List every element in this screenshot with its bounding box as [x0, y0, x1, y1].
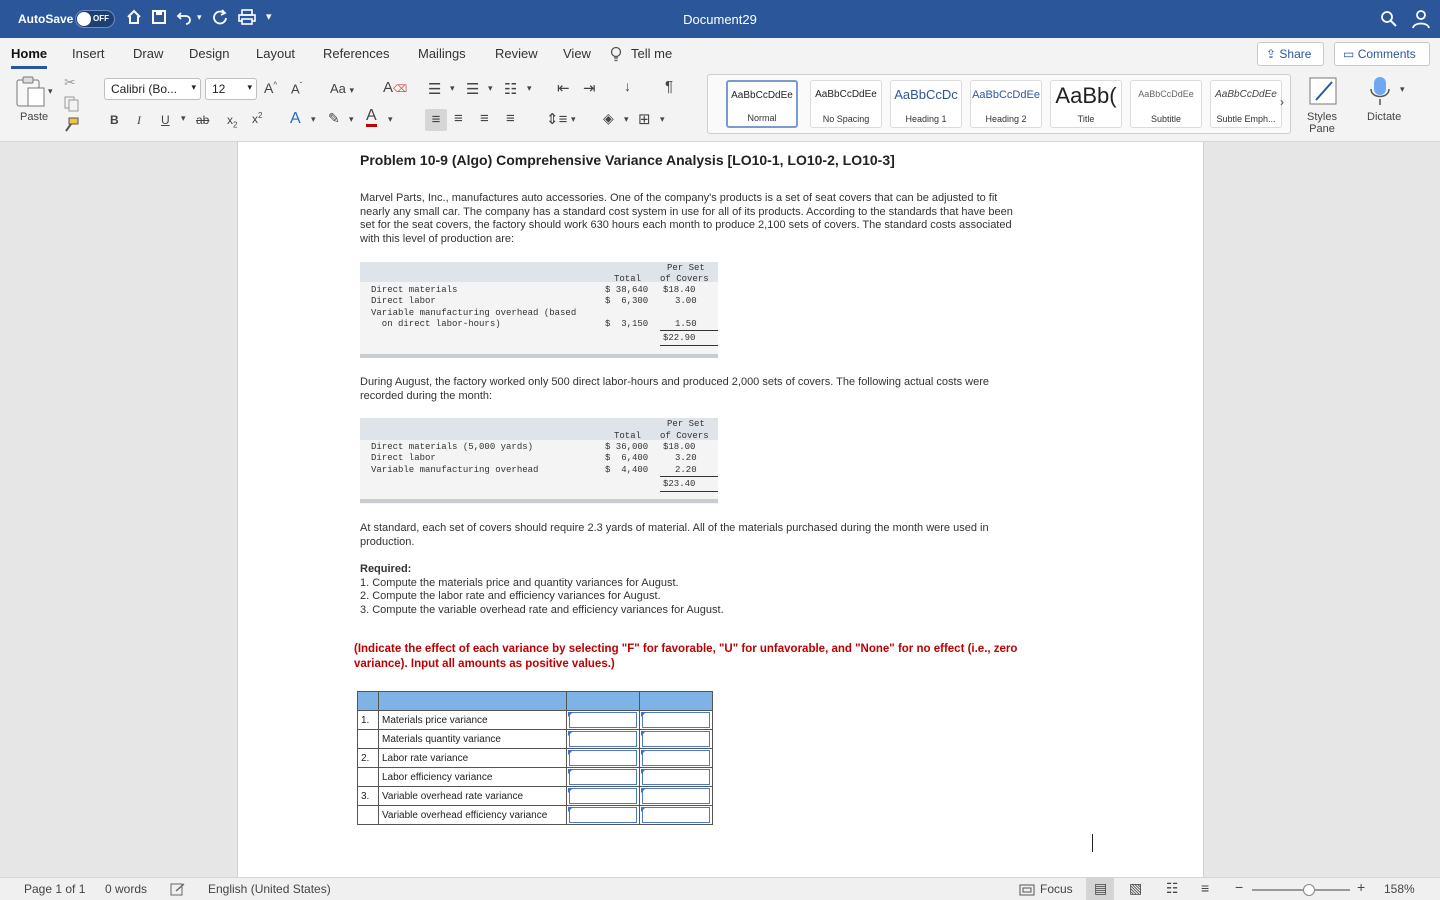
- tab-view[interactable]: View: [563, 46, 591, 61]
- subscript-icon[interactable]: $x_2$: [227, 113, 238, 130]
- tab-design[interactable]: Design: [189, 46, 230, 61]
- numbering-icon[interactable]: ☰: [466, 81, 480, 98]
- input-border: [642, 731, 710, 747]
- header-cell: [640, 692, 713, 711]
- tab-layout[interactable]: Layout: [256, 46, 296, 61]
- standard-paragraph: [360, 522, 989, 549]
- text-line: recorded during the month:: [360, 389, 493, 402]
- input-border: [642, 750, 710, 766]
- effect-select[interactable]: [640, 806, 713, 825]
- text-effects-icon[interactable]: A: [290, 110, 301, 127]
- tab-draw[interactable]: Draw: [133, 46, 164, 61]
- input-marker-icon: [641, 750, 646, 755]
- input-marker-icon: [641, 769, 646, 774]
- share-label: Share: [1279, 47, 1312, 61]
- comment-icon: ▭: [1343, 47, 1355, 61]
- style-sample: AaBbCcDdEe: [1138, 89, 1194, 99]
- header-cell: [358, 692, 379, 711]
- input-marker-icon: [568, 750, 573, 755]
- align-center-icon[interactable]: ≡: [454, 110, 463, 127]
- style-sample: AaBbCcDc: [894, 87, 958, 102]
- style-sample: AaBbCcDdEe: [972, 89, 1040, 101]
- input-marker-icon: [641, 712, 646, 717]
- styles-pane-label-line1: Styles: [1307, 111, 1337, 123]
- cut-icon[interactable]: ✂: [64, 74, 76, 90]
- line-spacing-dropdown-icon[interactable]: ▾: [571, 114, 576, 124]
- styles-pane-icon[interactable]: [1308, 76, 1338, 106]
- font-color-icon[interactable]: A: [366, 108, 377, 127]
- input-border: [569, 750, 637, 766]
- chevron-right-icon[interactable]: ›: [1280, 95, 1284, 109]
- zoom-slider-thumb[interactable]: [1303, 884, 1315, 896]
- row-number: 3.: [358, 787, 379, 806]
- style-sample: AaBbCcDdEe: [1215, 89, 1277, 100]
- bullets-icon[interactable]: ☰: [428, 81, 442, 98]
- share-icon: ⇪: [1266, 47, 1277, 61]
- row-label: Direct labor: [371, 453, 436, 463]
- row-label: Direct materials: [371, 285, 458, 295]
- table-row: [358, 711, 713, 730]
- search-icon[interactable]: [1380, 10, 1398, 28]
- text-line: with this level of production are:: [360, 232, 515, 245]
- table-bottom-band: [360, 354, 718, 358]
- language-status[interactable]: English (United States): [208, 882, 331, 896]
- justify-icon[interactable]: ≡: [506, 110, 515, 127]
- effect-select[interactable]: [640, 749, 713, 768]
- font-name-value: Calibri (Bo...: [111, 82, 178, 96]
- input-marker-icon: [641, 788, 646, 793]
- row-label: Materials quantity variance: [379, 730, 567, 749]
- autosave-label: AutoSave: [18, 12, 74, 26]
- decrease-indent-icon[interactable]: ⇤: [557, 80, 570, 97]
- input-border: [569, 788, 637, 804]
- style-sample: AaBb(: [1055, 83, 1117, 108]
- align-left-icon[interactable]: ≡: [425, 109, 447, 131]
- tab-review[interactable]: Review: [495, 46, 538, 61]
- comments-button[interactable]: [1334, 42, 1430, 66]
- row-label: Labor efficiency variance: [379, 768, 567, 787]
- paste-label: Paste: [20, 111, 49, 123]
- tell-me-search[interactable]: Tell me: [631, 46, 673, 61]
- required-title: Required:: [360, 563, 412, 575]
- style-name: Normal: [747, 113, 777, 123]
- increase-indent-icon[interactable]: ⇥: [583, 80, 596, 97]
- amount-input[interactable]: [567, 806, 640, 825]
- style-name: Heading 2: [985, 114, 1027, 124]
- highlight-icon[interactable]: ✎: [328, 110, 340, 126]
- input-border: [569, 731, 637, 747]
- table-row: [358, 749, 713, 768]
- tab-home[interactable]: Home: [11, 46, 48, 61]
- style-normal[interactable]: [726, 80, 798, 128]
- input-border: [569, 807, 637, 823]
- shading-dropdown-icon[interactable]: ▾: [624, 114, 629, 124]
- row-per-set: 2.20: [675, 465, 697, 475]
- header-of-covers: of Covers: [660, 431, 709, 441]
- paste-dropdown-icon[interactable]: ▾: [48, 86, 53, 96]
- row-label: Variable overhead rate variance: [379, 787, 567, 806]
- row-label: Direct materials (5,000 yards): [371, 442, 534, 452]
- input-marker-icon: [568, 769, 573, 774]
- row-per-set: $18.00: [663, 442, 696, 452]
- styles-pane-label-line2: Pane: [1309, 123, 1335, 135]
- input-marker-icon: [641, 731, 646, 736]
- header-cell: [567, 692, 640, 711]
- multilevel-list-icon[interactable]: ☷: [504, 81, 518, 98]
- line-spacing-icon[interactable]: ⇕≡: [546, 111, 568, 128]
- table-bottom-band: [360, 499, 718, 503]
- input-marker-icon: [568, 731, 573, 736]
- page-count[interactable]: Page 1 of 1: [24, 882, 86, 896]
- amount-input[interactable]: [567, 711, 640, 730]
- dictate-dropdown-icon[interactable]: ▾: [1400, 84, 1405, 94]
- change-case-button[interactable]: Aa ▾: [330, 81, 355, 96]
- row-number: [358, 730, 379, 749]
- row-per-set: $18.40: [663, 285, 696, 295]
- word-count[interactable]: 0 words: [105, 882, 148, 896]
- style-no-spacing[interactable]: [810, 80, 882, 128]
- proofing-icon[interactable]: [170, 883, 186, 896]
- total-rule: [660, 491, 718, 492]
- font-size-dropdown[interactable]: [205, 78, 257, 100]
- header-per-set: Per Set: [667, 263, 705, 273]
- header-cell: [379, 692, 567, 711]
- chevron-down-icon: ▾: [247, 82, 252, 92]
- style-heading-2[interactable]: [970, 80, 1042, 128]
- styles-gallery: [707, 74, 1291, 134]
- input-marker-icon: [568, 807, 573, 812]
- text-line: nearly any small car. The company has a standard cost system in use for all of its products. According to the standards that have been: [360, 205, 1013, 218]
- header-of-covers: of Covers: [660, 274, 709, 284]
- customize-qat-icon[interactable]: ▾: [266, 11, 272, 23]
- sort-icon[interactable]: ↓: [624, 78, 631, 94]
- style-sample: AaBbCcDdEe: [815, 89, 877, 100]
- row-per-set: 1.50: [675, 319, 697, 329]
- amount-input[interactable]: [567, 768, 640, 787]
- row-total: $ 6,400: [605, 453, 649, 463]
- text-line: production.: [360, 535, 415, 548]
- row-label: Variable manufacturing overhead (based: [371, 308, 577, 318]
- style-name: Subtle Emph...: [1216, 114, 1276, 124]
- style-name: Title: [1077, 114, 1095, 124]
- tab-insert[interactable]: Insert: [72, 46, 105, 61]
- style-name: Heading 1: [905, 114, 947, 124]
- subtotal-rule: [660, 330, 718, 331]
- row-number: [358, 768, 379, 787]
- effect-select[interactable]: [640, 768, 713, 787]
- comments-label: Comments: [1357, 47, 1416, 61]
- august-paragraph: [360, 376, 989, 403]
- document-title: Document29: [683, 12, 757, 27]
- required-section: [360, 563, 724, 617]
- style-subtle-emphasis[interactable]: [1210, 80, 1282, 128]
- text-effects-dropdown-icon[interactable]: ▾: [311, 114, 316, 124]
- text-line: At standard, each set of covers should require 2.3 yards of material. All of the materials purchased during the month were used in: [360, 522, 989, 534]
- table-row: [358, 730, 713, 749]
- underline-dropdown-icon[interactable]: ▾: [181, 113, 186, 123]
- style-title[interactable]: [1050, 80, 1122, 128]
- input-border: [642, 788, 710, 804]
- text-line: During August, the factory worked only 500 direct labor-hours and produced 2,000 sets of covers. The following actual costs were: [360, 376, 989, 388]
- dictate-label: Dictate: [1367, 111, 1402, 123]
- table-row: [358, 768, 713, 787]
- instruction-text: [354, 642, 1017, 672]
- row-label: on direct labor-hours): [371, 319, 501, 329]
- undo-dropdown-icon[interactable]: ▾: [197, 12, 202, 22]
- change-case-label: Aa: [330, 81, 346, 96]
- highlight-dropdown-icon[interactable]: ▾: [349, 114, 354, 124]
- italic-icon[interactable]: I: [137, 113, 141, 127]
- header-total: Total: [614, 274, 642, 284]
- borders-dropdown-icon[interactable]: ▾: [660, 114, 665, 124]
- input-border: [642, 807, 710, 823]
- focus-label[interactable]: Focus: [1040, 882, 1073, 896]
- document-page[interactable]: [237, 142, 1204, 877]
- header-per-set: Per Set: [667, 419, 705, 429]
- zoom-slider[interactable]: [1252, 889, 1350, 891]
- align-right-icon[interactable]: ≡: [480, 110, 489, 127]
- format-painter-icon[interactable]: [62, 116, 80, 134]
- input-marker-icon: [568, 788, 573, 793]
- row-label: Variable overhead efficiency variance: [379, 806, 567, 825]
- bold-icon[interactable]: B: [110, 113, 119, 127]
- text-cursor: [1092, 834, 1093, 852]
- print-layout-icon[interactable]: ▤: [1094, 880, 1108, 896]
- title-bar: [0, 0, 1440, 38]
- multilevel-dropdown-icon[interactable]: ▾: [527, 83, 532, 93]
- styles-pane-label: [1307, 111, 1337, 135]
- input-border: [569, 769, 637, 785]
- grand-total: $23.40: [663, 479, 696, 489]
- effect-select[interactable]: [640, 711, 713, 730]
- status-bar: [0, 877, 1440, 900]
- ribbon-tabs: [0, 38, 1440, 70]
- row-total: $ 36,000: [605, 442, 649, 452]
- share-button[interactable]: [1257, 42, 1324, 66]
- amount-input[interactable]: [567, 787, 640, 806]
- row-label: Variable manufacturing overhead: [371, 465, 539, 475]
- paste-icon[interactable]: [14, 76, 48, 108]
- lightbulb-icon: [610, 46, 622, 62]
- required-item: 2. Compute the labor rate and efficiency variances for August.: [360, 590, 661, 603]
- strikethrough-icon[interactable]: ab: [196, 113, 210, 127]
- amount-input[interactable]: [567, 730, 640, 749]
- grow-font-icon[interactable]: A^: [264, 80, 278, 96]
- row-per-set: 3.20: [675, 453, 697, 463]
- answer-table: [357, 691, 713, 825]
- borders-icon[interactable]: ⊞: [638, 111, 651, 128]
- required-item: 3. Compute the variable overhead rate and efficiency variances for August.: [360, 603, 724, 616]
- style-name: No Spacing: [822, 114, 870, 124]
- numbering-dropdown-icon[interactable]: ▾: [488, 83, 493, 93]
- style-name: Subtitle: [1150, 114, 1182, 124]
- effect-select[interactable]: [640, 787, 713, 806]
- row-total: $ 6,300: [605, 296, 649, 306]
- zoom-in-icon[interactable]: +: [1357, 879, 1366, 895]
- effect-select[interactable]: [640, 730, 713, 749]
- tab-mailings[interactable]: Mailings: [418, 46, 466, 61]
- style-subtitle[interactable]: [1130, 80, 1202, 128]
- amount-input[interactable]: [567, 749, 640, 768]
- table-header-row: [358, 692, 713, 711]
- microphone-icon[interactable]: [1368, 75, 1392, 107]
- draft-view-icon[interactable]: ≡: [1201, 880, 1210, 896]
- table-row: [358, 787, 713, 806]
- autosave-state: OFF: [93, 14, 109, 23]
- total-rule: [660, 345, 718, 346]
- row-total: $ 4,400: [605, 465, 649, 475]
- input-border: [642, 712, 710, 728]
- row-label: Labor rate variance: [379, 749, 567, 768]
- input-border: [642, 769, 710, 785]
- header-total: Total: [614, 431, 642, 441]
- subtotal-rule: [660, 476, 718, 477]
- input-marker-icon: [641, 807, 646, 812]
- copy-icon[interactable]: [64, 96, 80, 112]
- pilcrow-icon[interactable]: ¶: [665, 78, 674, 95]
- superscript-icon[interactable]: $x^2$: [252, 111, 263, 126]
- problem-title: Problem 10-9 (Algo) Comprehensive Variance Analysis [LO10-1, LO10-2, LO10-3]: [360, 152, 895, 168]
- row-per-set: 3.00: [675, 296, 697, 306]
- bullets-dropdown-icon[interactable]: ▾: [450, 83, 455, 93]
- outline-view-icon[interactable]: ☷: [1166, 880, 1179, 896]
- instruction-line: variance). Input all amounts as positive values.): [354, 658, 615, 670]
- input-border: [569, 712, 637, 728]
- row-number: 1.: [358, 711, 379, 730]
- instruction-line: (Indicate the effect of each variance by selecting "F" for favorable, "U" for unfavorable, and "None" for no effect (i.e., zero: [354, 643, 1018, 655]
- web-layout-icon[interactable]: ▧: [1129, 880, 1143, 896]
- font-name-dropdown[interactable]: [104, 78, 201, 100]
- shrink-font-icon[interactable]: $A^ˇ$: [291, 81, 303, 97]
- text-line: set for the seat covers, the factory should work 630 hours each month to produce 2,100 sets of covers. The standard costs associated: [360, 219, 1012, 232]
- focus-icon[interactable]: [1019, 884, 1035, 896]
- underline-icon[interactable]: U: [161, 113, 170, 127]
- text-line: Marvel Parts, Inc., manufactures auto accessories. One of the company's products is a set of seat covers that can be adjusted to fit: [360, 192, 998, 204]
- zoom-out-icon[interactable]: −: [1235, 879, 1244, 895]
- table-row: [358, 806, 713, 825]
- account-icon[interactable]: [1410, 8, 1432, 30]
- shading-icon[interactable]: ◈: [603, 110, 614, 126]
- intro-paragraph: [360, 192, 1013, 246]
- style-sample: AaBbCcDdEe: [731, 90, 793, 101]
- font-size-value: 12: [212, 82, 226, 96]
- clear-formatting-icon[interactable]: A⌫: [383, 79, 408, 96]
- row-label: Materials price variance: [379, 711, 567, 730]
- font-color-dropdown-icon[interactable]: ▾: [388, 114, 393, 124]
- row-total: $ 3,150: [605, 319, 649, 329]
- style-heading-1[interactable]: [890, 80, 962, 128]
- row-label: Direct labor: [371, 296, 436, 306]
- ribbon-home: [0, 70, 1440, 142]
- row-number: [358, 806, 379, 825]
- row-number: 2.: [358, 749, 379, 768]
- required-item: 1. Compute the materials price and quantity variances for August.: [360, 576, 679, 589]
- chevron-down-icon: ▾: [191, 82, 196, 92]
- input-marker-icon: [568, 712, 573, 717]
- zoom-level[interactable]: 158%: [1384, 882, 1415, 896]
- tab-references[interactable]: References: [323, 46, 390, 61]
- grand-total: $22.90: [663, 333, 696, 343]
- row-total: $ 38,640: [605, 285, 649, 295]
